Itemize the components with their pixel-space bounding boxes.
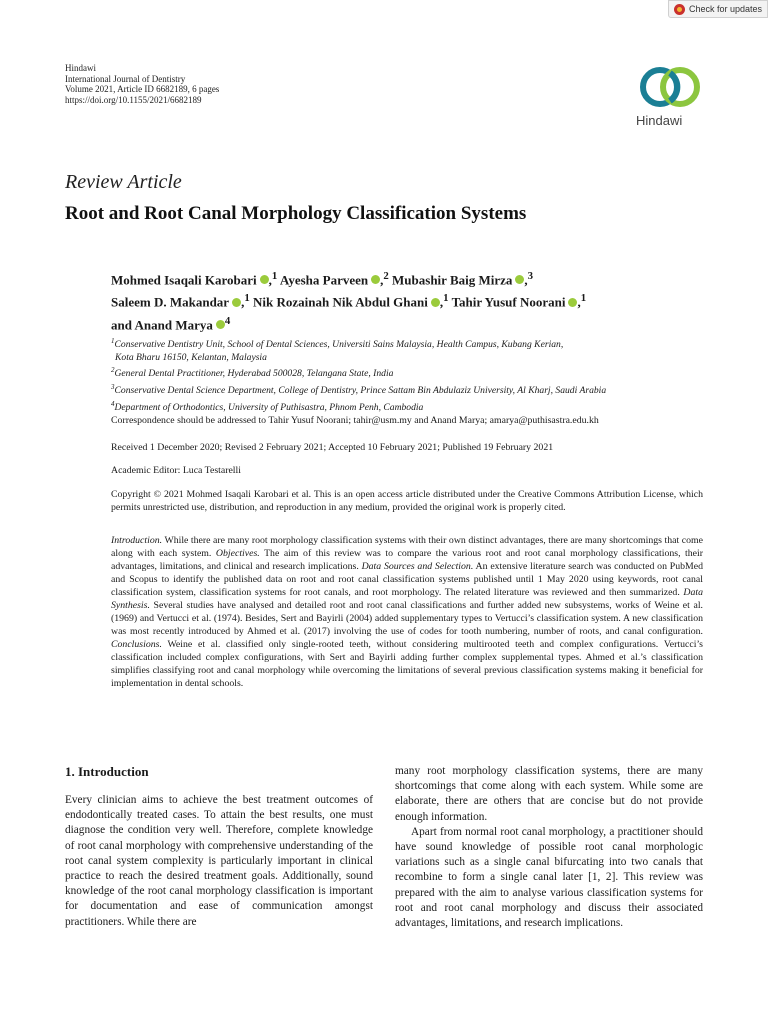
affiliation-text: Kota Bharu 16150, Kelantan, Malaysia xyxy=(115,351,267,363)
author-affiliation-mark: 1 xyxy=(443,292,449,305)
check-for-updates-button[interactable] xyxy=(668,0,768,18)
author-name[interactable]: Mohmed Isaqali Karobari xyxy=(111,272,257,288)
abstract-label: Data Synthesis. xyxy=(111,587,703,611)
affiliation-number: 1 xyxy=(111,337,115,345)
abstract-label: Introduction. xyxy=(111,535,163,546)
affiliation-text: Department of Orthodontics, University of Puthisastra, Phnom Penh, Cambodia xyxy=(114,401,424,413)
body-paragraph: Every clinician aims to achieve the best treatment outcomes of endodontically treated cases. To attain the best results, one must diagnose the condition very well. Therefore, complete knowledge of root canal morphology with comprehensive understanding of the root canal system complexity is particularly important in clinical practice to reach the desired treatment goals. Additionally, sound knowledge of the root canal morphology classification is important for documentation and ease of communication amongst practitioners. While there are xyxy=(65,794,373,928)
article-type: Review Article xyxy=(65,171,182,193)
body-column-left xyxy=(65,793,373,930)
abstract-text: The aim of this review was to compare the various root and root canal morphology classifications, their advantages, limitations, and clinical and research implications. xyxy=(111,548,703,572)
abstract-text: Weine et al. classified only single-rooted teeth, without considering multirooted teeth and complex configurations. Vertucci’s classification included complex configurations, with Sert and Bayirli adding further complex supplemental types. Ahmed et al.’s classification simplifies classifying root and canal morphology while overcoming the limitations of several previous classification systems making it beneficial for implementation in dental schools. xyxy=(111,639,703,689)
affiliation-text: Conservative Dental Science Department, College of Dentistry, Prince Sattam Bin Abdulaziz University, Al Kharj, Saudi Arabia xyxy=(114,385,607,397)
orcid-icon[interactable] xyxy=(371,275,380,284)
author-name[interactable]: Ayesha Parveen xyxy=(279,272,369,288)
abstract xyxy=(111,534,703,690)
affiliation-number: 3 xyxy=(111,382,115,391)
logo-wordmark: Hindawi xyxy=(636,113,683,128)
author-name[interactable]: Nik Rozainah Nik Abdul Ghani xyxy=(253,294,428,310)
orcid-icon[interactable] xyxy=(431,298,440,307)
author-affiliation-mark: 3 xyxy=(527,270,534,282)
publication-dates: Received 1 December 2020; Revised 2 February 2021; Accepted 10 February 2021; Published 19 February 2021 xyxy=(111,442,554,453)
orcid-icon[interactable] xyxy=(515,275,524,284)
publisher-name: Hindawi xyxy=(65,63,96,73)
academic-editor: Academic Editor: Luca Testarelli xyxy=(111,465,241,476)
affiliation-text: General Dental Practitioner, Hyderabad 500028, Telangana State, India xyxy=(114,368,394,380)
author-conjunction: and xyxy=(111,316,132,332)
author-name[interactable]: Saleem D. Makandar xyxy=(111,294,230,310)
abstract-label: Objectives. xyxy=(215,548,260,559)
journal-name: International Journal of Dentistry xyxy=(65,73,186,84)
affiliation-item xyxy=(111,398,711,415)
correspondence: Correspondence should be addressed to Tahir Yusuf Noorani; tahir@usm.my and Anand Marya; amarya@puthisastra.edu.kh xyxy=(111,415,599,426)
abstract-label: Conclusions. xyxy=(111,639,162,650)
author-name[interactable]: Anand Marya xyxy=(134,316,213,332)
orcid-icon[interactable] xyxy=(260,275,269,284)
affiliations xyxy=(111,335,711,414)
abstract-label: Data Sources and Selection. xyxy=(361,561,474,572)
article-title: Root and Root Canal Morphology Classification Systems xyxy=(65,203,527,224)
affiliation-item xyxy=(111,335,711,352)
check-for-updates-label: Check for updates xyxy=(689,4,763,14)
author-name[interactable]: Tahir Yusuf Noorani xyxy=(451,294,566,310)
affiliation-item xyxy=(111,381,711,398)
body-paragraph: Apart from normal root canal morphology, a practitioner should have sound knowledge of possible root canal morphologic variations such as a single canal bifurcating into two canals that recombine to form a single canal later [1, 2]. This review was prepared with the aim to analyse various classification systems for root and root canal morphology and discuss their associated advantages, limitations, and research implications. xyxy=(395,825,703,930)
body-column-right xyxy=(395,764,703,931)
copyright-notice: Copyright © 2021 Mohmed Isaqali Karobari et al. This is an open access article distributed under the Creative Commons Attribution License, which permits unrestricted use, distribution, and reproduction in any medium, provided the original work is properly cited. xyxy=(111,489,703,513)
affiliation-item xyxy=(111,364,711,381)
section-heading: 1. Introduction xyxy=(65,764,149,779)
author-affiliation-mark: 2 xyxy=(383,270,389,282)
abstract-text: Several studies have analysed and detailed root and root canal classifications and further added new subsystems, works of Weine et al. (1969) and Vertucci et al. (1974). Besides, Sert and Bayirli (2004) added supplementary types to Vertucci’s classification system. A new classification was most recently introduced by Ahmed et al. (2017) involving the use of codes for tooth numbering, number of roots, and canal configuration. xyxy=(111,600,703,637)
affiliation-number: 4 xyxy=(111,399,115,408)
author-affiliation-mark: 1 xyxy=(244,292,250,305)
journal-meta xyxy=(65,63,219,105)
abstract-text: An extensive literature search was conducted on PubMed and Scopus to identify the published data on root and root canal classification systems published until 1 May 2020 using keywords, root canal classification system, classification systems for root canals, and root morphology. The related literature was reviewed and then summarized. xyxy=(111,561,703,598)
crossmark-icon xyxy=(674,4,685,15)
author-affiliation-mark: 1 xyxy=(580,292,587,305)
abstract-text: While there are many root morphology classification systems with their own distinct advantages, there are many shortcomings that come along with each system. xyxy=(111,535,703,559)
affiliation-number: 2 xyxy=(111,366,115,375)
affiliation-item xyxy=(111,352,711,365)
orcid-icon[interactable] xyxy=(232,298,241,307)
orcid-icon[interactable] xyxy=(216,320,225,329)
volume-line: Volume 2021, Article ID 6682189, 6 pages xyxy=(65,84,220,94)
orcid-icon[interactable] xyxy=(568,298,577,307)
author-affiliation-mark: 4 xyxy=(224,314,231,327)
doi-link[interactable]: https://doi.org/10.1155/2021/6682189 xyxy=(65,94,202,105)
body-paragraph: many root morphology classification systems, there are many shortcomings that come along with each system. While some are elaborate, there are others that are concise but do not provide enough information. xyxy=(395,765,703,823)
author-name[interactable]: Mubashir Baig Mirza xyxy=(392,272,513,288)
author-list: Mohmed Isaqali Karobari ,$^1$ Ayesha Parveen ,$^2$ Mubashir Baig Mirza ,$^3$ Saleem D. Makandar ,$^1$ Nik Rozainah Nik Abdul Ghani ,$^1$ Tahir Yusuf Noorani ,$^1$ and Anand Marya $^4$ xyxy=(111,270,587,332)
author-affiliation-mark: 1 xyxy=(271,270,278,282)
affiliation-text: Conservative Dentistry Unit, School of Dental Sciences, Universiti Sains Malaysia, Health Campus, Kubang Kerian, xyxy=(114,339,564,351)
